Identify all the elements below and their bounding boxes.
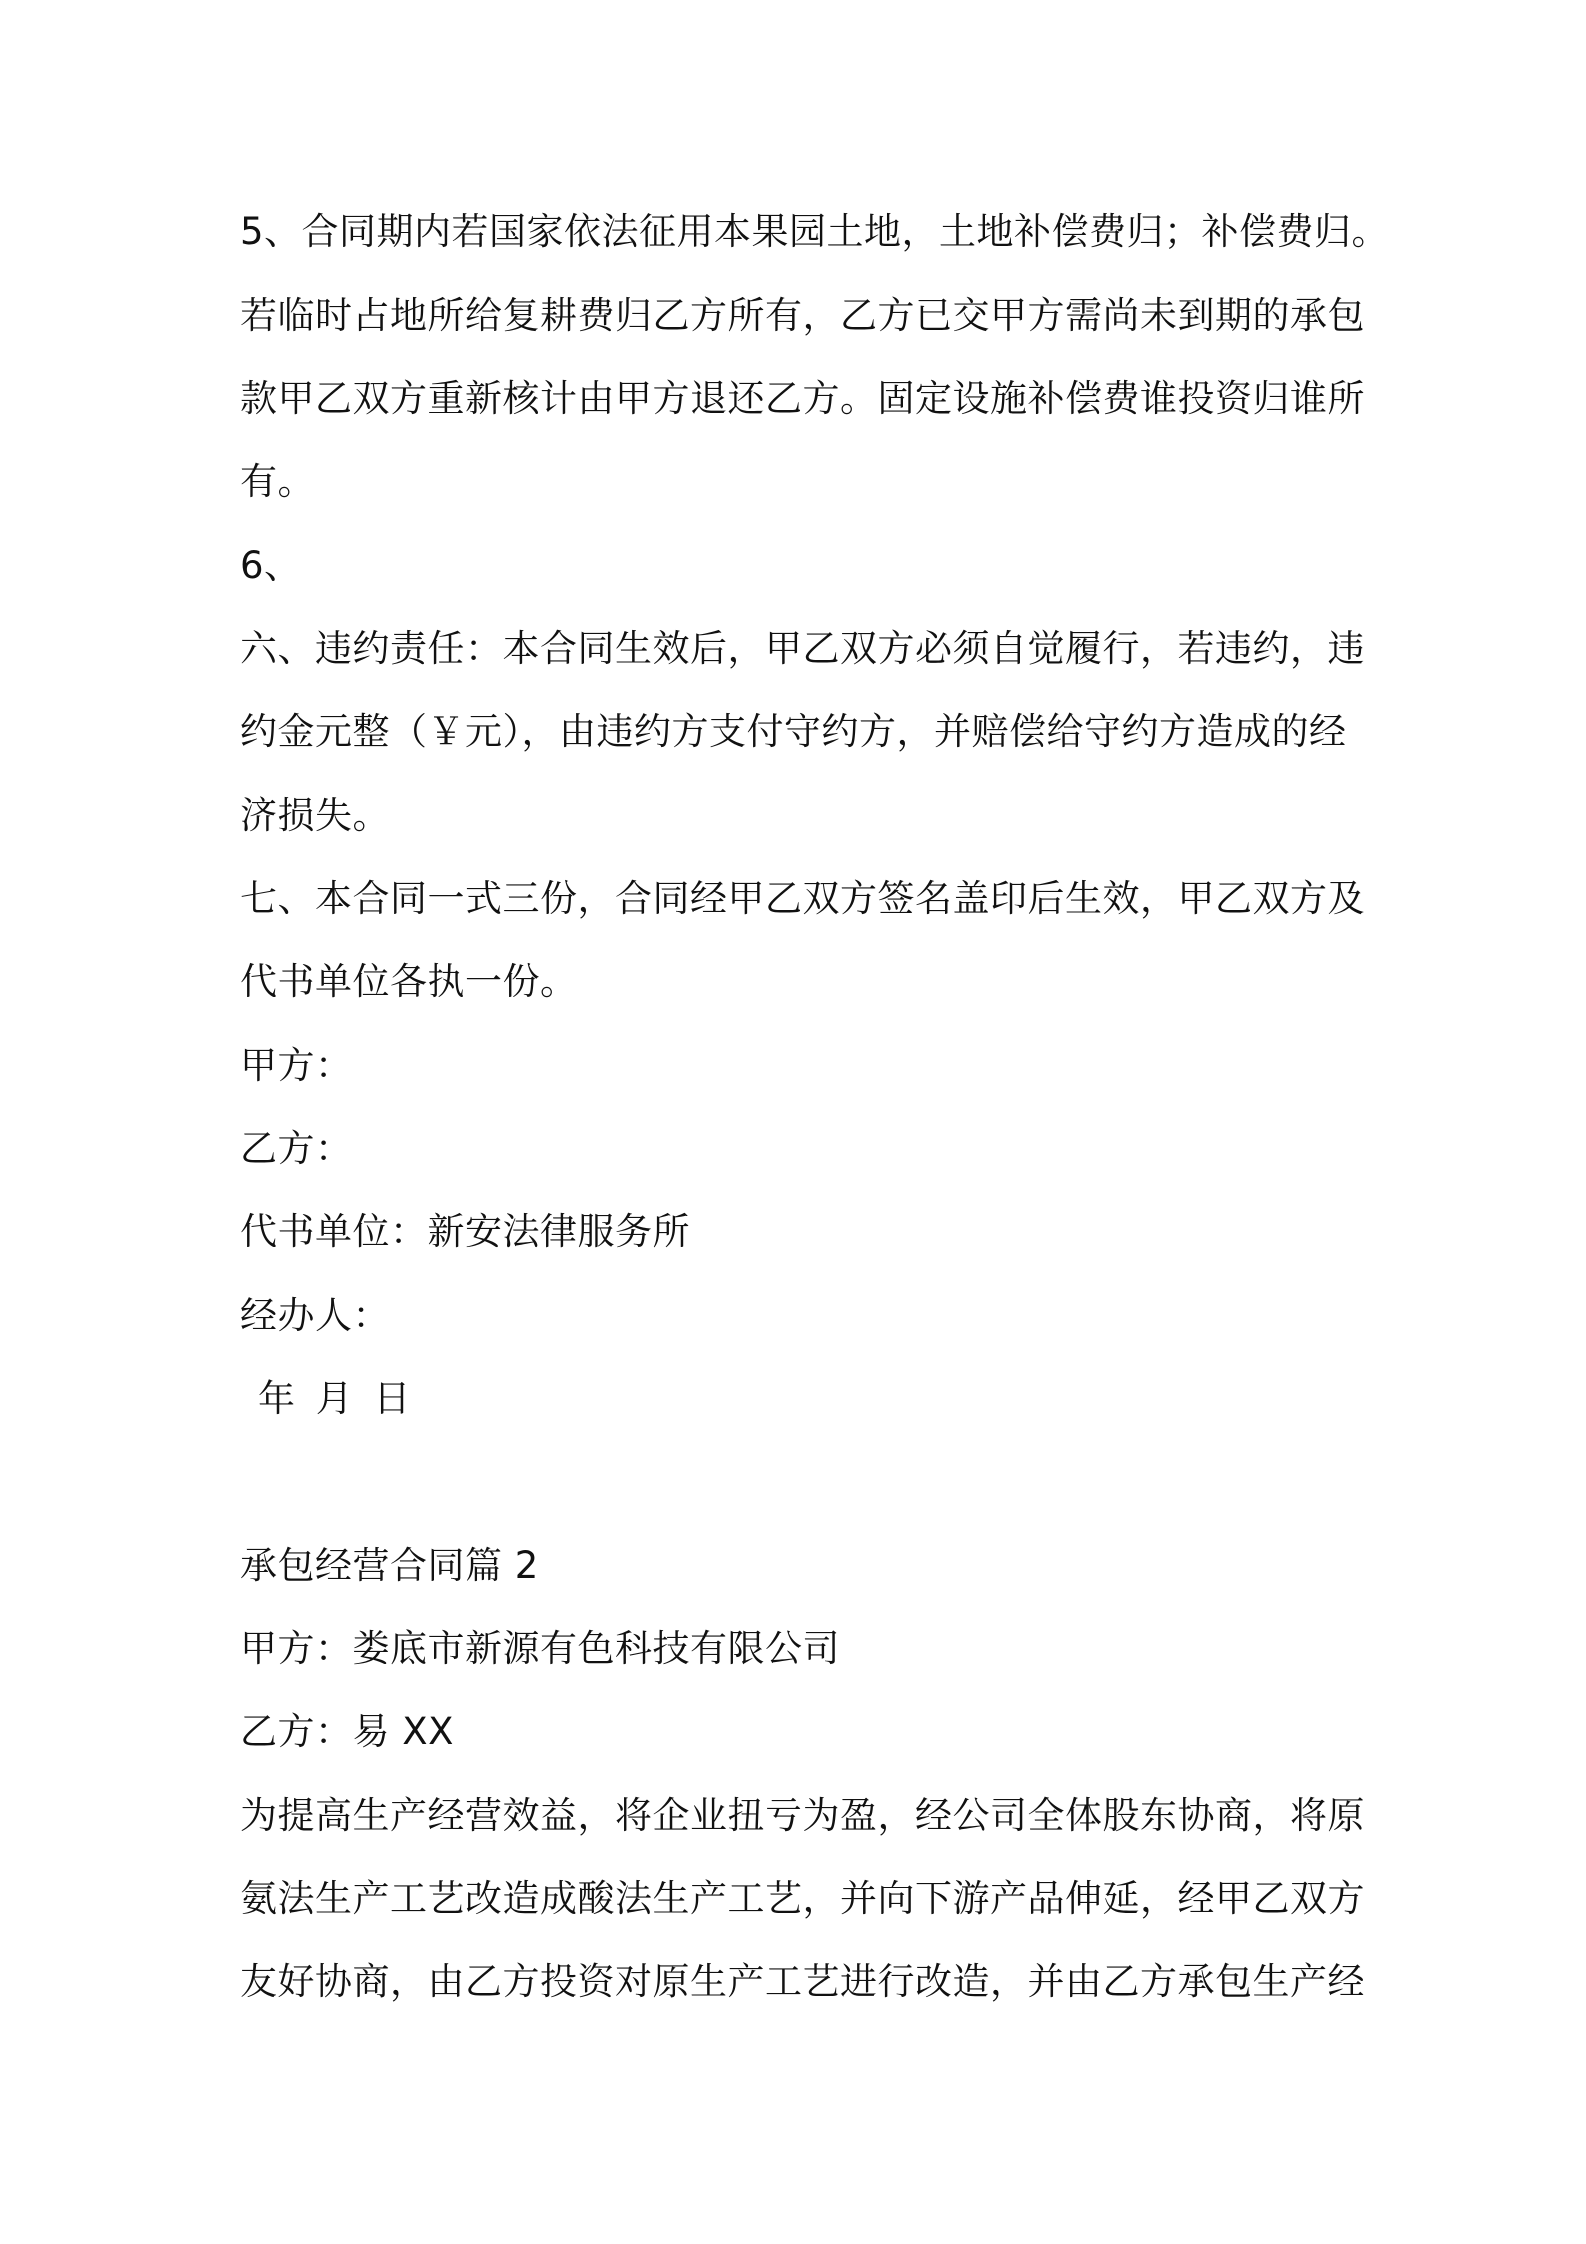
handler: 经办人：	[240, 1294, 390, 1337]
contract-2-party-b: 乙方：易 XX	[240, 1710, 454, 1753]
drafting-unit: 代书单位：新安法律服务所	[240, 1210, 690, 1253]
clause-5-line-2: 若临时占地所给复耕费归乙方所有，乙方已交甲方需尚未到期的承包	[240, 294, 1365, 337]
party-a-signature: 甲方：	[240, 1044, 353, 1087]
clause-5-line-1: 5、合同期内若国家依法征用本果园土地，土地补偿费归；补偿费归。	[240, 210, 1390, 253]
contract-2-party-a: 甲方：娄底市新源有色科技有限公司	[240, 1627, 840, 1670]
clause-5-line-3: 款甲乙双方重新核计由甲方退还乙方。固定设施补偿费谁投资归谁所	[240, 377, 1365, 420]
section-copies-line-1: 七、本合同一式三份，合同经甲乙双方签名盖印后生效，甲乙双方及	[240, 877, 1365, 920]
section-copies-line-2: 代书单位各执一份。	[240, 960, 578, 1003]
contract-2-paragraph-line-3: 友好协商，由乙方投资对原生产工艺进行改造，并由乙方承包生产经	[240, 1960, 1365, 2003]
clause-5-line-4: 有。	[240, 460, 315, 503]
date-line: 年 月 日	[258, 1377, 412, 1420]
clause-6: 6、	[240, 544, 302, 587]
contract-2-paragraph-line-1: 为提高生产经营效益，将企业扭亏为盈，经公司全体股东协商，将原	[240, 1794, 1365, 1837]
section-liability-line-3: 济损失。	[240, 794, 390, 837]
contract-2-paragraph-line-2: 氨法生产工艺改造成酸法生产工艺，并向下游产品伸延，经甲乙双方	[240, 1877, 1365, 1920]
section-liability-line-2: 约金元整（￥元），由违约方支付守约方，并赔偿给守约方造成的经	[240, 710, 1347, 753]
contract-2-title: 承包经营合同篇 2	[240, 1544, 539, 1587]
section-liability-line-1: 六、违约责任：本合同生效后，甲乙双方必须自觉履行，若违约，违	[240, 627, 1365, 670]
party-b-signature: 乙方：	[240, 1127, 353, 1170]
